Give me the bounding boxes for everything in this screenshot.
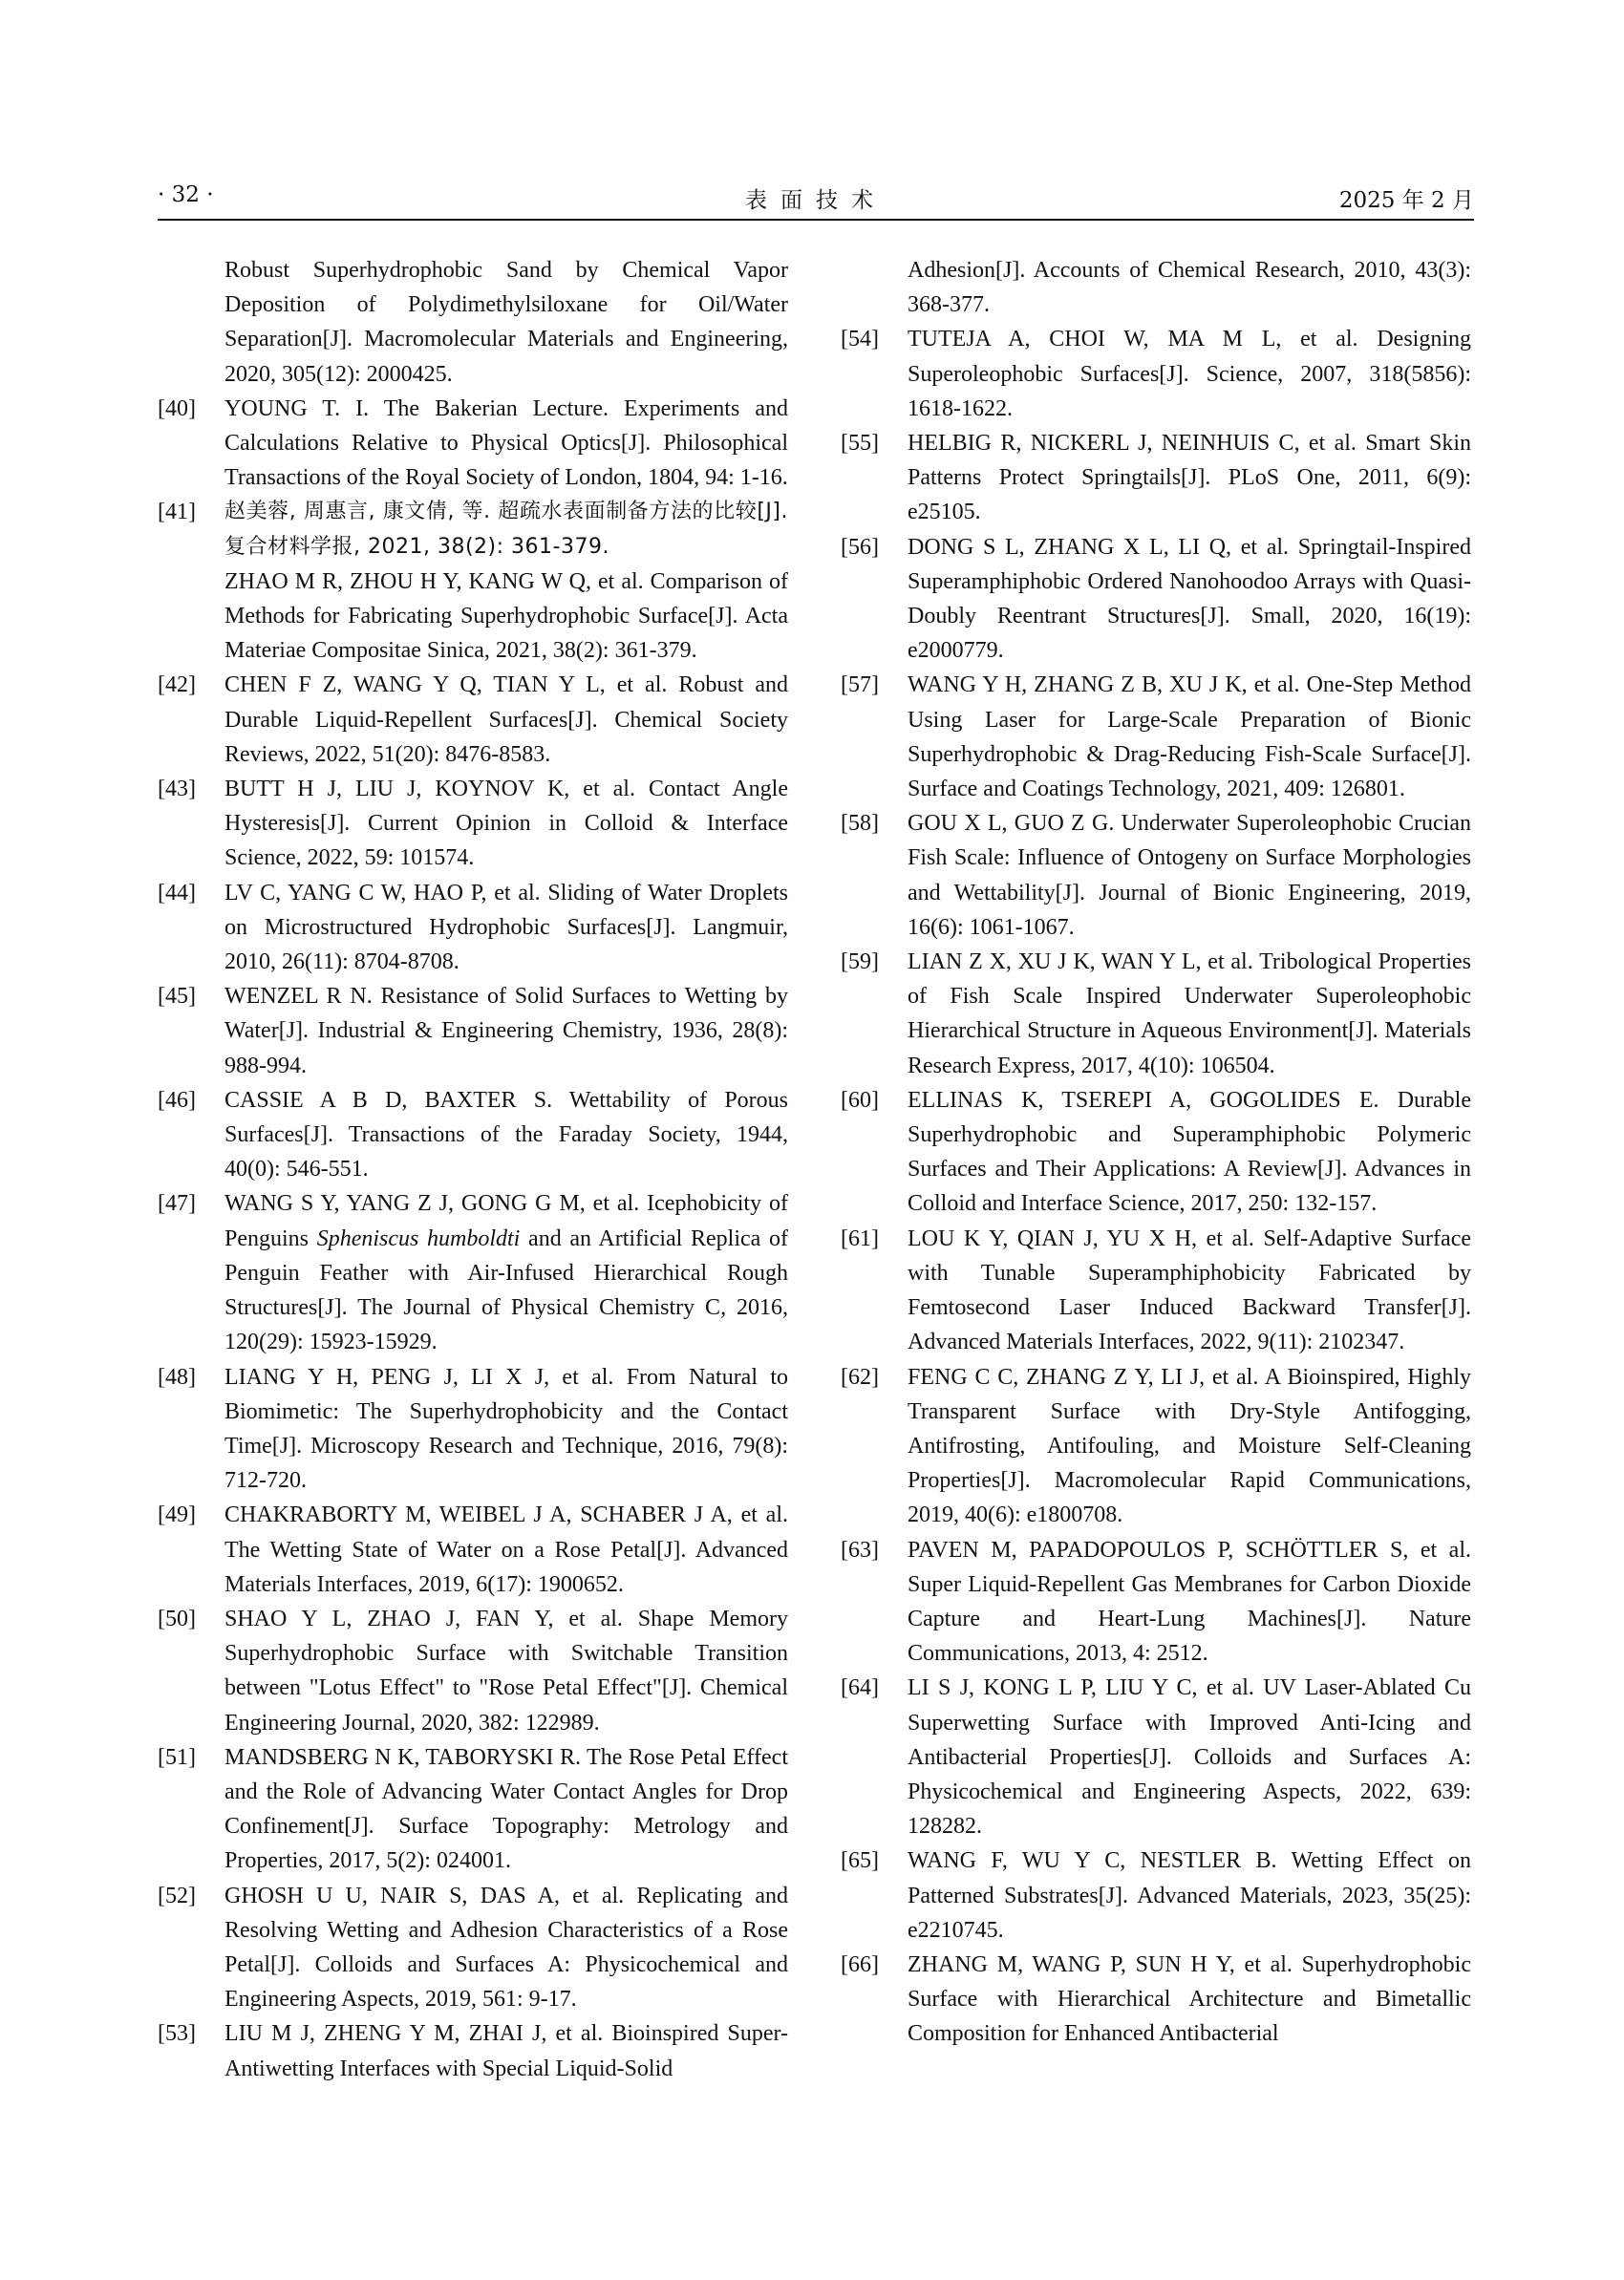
reference-number: [47] [158,1191,196,1217]
reference-item [841,1360,1471,1533]
reference-item [841,322,1471,426]
reference-item [158,1498,788,1602]
reference-number: [54] [841,327,879,352]
reference-number: [45] [158,984,196,1010]
reference-item [158,495,788,668]
reference-item [158,772,788,876]
reference-text: FENG C C, ZHANG Z Y, LI J, et al. A Bioinspired, Highly Transparent Surface with Dry-Style Antifogging, Antifrosting, Antifouling, and Moisture Self-Cleaning Properties[J]. Macromolecular Rapid Communications, 2019, 40(6): e1800708. [908,1364,1471,1528]
reference-text: ZHANG M, WANG P, SUN H Y, et al. Superhydrophobic Surface with Hierarchical Architecture and Bimetallic Composition for Enhanced Antibacterial [908,1951,1471,2047]
reference-number: [55] [841,431,879,457]
reference-number: [62] [841,1364,879,1390]
reference-item [841,530,1471,669]
reference-item [841,1222,1471,1360]
reference-number: [49] [158,1502,196,1528]
reference-number: [44] [158,880,196,906]
reference-text: SHAO Y L, ZHAO J, FAN Y, et al. Shape Memory Superhydrophobic Surface with Switchable Transition between "Lotus Effect" to "Rose Petal Effect"[J]. Chemical Engineering Journal, 2020, 382: 122989. [224,1606,788,1736]
reference-text: MANDSBERG N K, TABORYSKI R. The Rose Petal Effect and the Role of Advancing Water Contact Angles for Drop Confinement[J]. Surface Topography: Metrology and Properties, 2017, 5(2): 024001. [224,1744,788,1874]
reference-number: [63] [841,1537,879,1563]
reference-text: WANG Y H, ZHANG Z B, XU J K, et al. One-Step Method Using Laser for Large-Scale Preparation of Bionic Superhydrophobic & Drag-Reducing Fish-Scale Surface[J]. Surface and Coatings Technology, 2021, 409: 126801. [908,672,1471,802]
reference-item [841,668,1471,806]
right-column [841,253,1471,2052]
reference-text-english: ZHAO M R, ZHOU H Y, KANG W Q, et al. Comparison of Methods for Fabricating Superhydrophobic Surface[J]. Acta Materiae Compositae Sinica, 2021, 38(2): 361-379. [224,568,788,664]
reference-number: [58] [841,811,879,837]
journal-title: 表面技术 [745,188,887,213]
reference-text: LIU M J, ZHENG Y M, ZHAI J, et al. Bioinspired Super-Antiwetting Interfaces with Special Liquid-Solid [224,2021,788,2081]
species-name: Spheniscus humboldti [316,1225,521,1251]
reference-item [841,1671,1471,1843]
reference-number: [40] [158,395,196,421]
reference-number: [50] [158,1606,196,1631]
reference-text-chinese: 赵美蓉, 周惠言, 康文倩, 等. 超疏水表面制备方法的比较[J]. 复合材料学报, 2021, 38(2): 361-379. [224,500,788,559]
reference-item [841,806,1471,945]
reference-continuation: Adhesion[J]. Accounts of Chemical Research, 2010, 43(3): 368-377. [908,258,1471,318]
reference-item [841,1533,1471,1672]
reference-text: LI S J, KONG L P, LIU Y C, et al. UV Laser-Ablated Cu Superwetting Surface with Improved Anti-Icing and Antibacterial Properties[J]. Colloids and Surfaces A: Physicochemical and Engineering Aspects, 2022, 639: 128282. [908,1675,1471,1840]
reference-text-part: and an Artificial Replica of Penguin Feather with Air-Infused Hierarchical Rough Structures[J]. The Journal of Physical Chemistry C, 2016, 120(29): 15923-15929. [224,1225,788,1355]
reference-number: [65] [841,1848,879,1874]
reference-item [841,1083,1471,1222]
reference-text: GOU X L, GUO Z G. Underwater Superoleophobic Crucian Fish Scale: Influence of Ontogeny on Surface Morphologies and Wettability[J]. Journal of Bionic Engineering, 2019, 16(6): 1061-1067. [908,811,1471,940]
reference-number: [51] [158,1744,196,1770]
reference-continuation: Robust Superhydrophobic Sand by Chemical Vapor Deposition of Polydimethylsiloxane for Oil/Water Separation[J]. Macromolecular Materials and Engineering, 2020, 305(12): 2000425. [224,258,788,387]
reference-text: CHAKRABORTY M, WEIBEL J A, SCHABER J A, et al. The Wetting State of Water on a Rose Petal[J]. Advanced Materials Interfaces, 2019, 6(17): 1900652. [224,1502,788,1597]
reference-item [841,1843,1471,1948]
reference-item [158,1360,788,1499]
reference-item [158,2016,788,2085]
reference-text: TUTEJA A, CHOI W, MA M L, et al. Designing Superoleophobic Surfaces[J]. Science, 2007, 318(5856): 1618-1622. [908,327,1471,421]
issue-date: 2025 年 2 月 [1338,188,1474,213]
reference-text: HELBIG R, NICKERL J, NEINHUIS C, et al. Smart Skin Patterns Protect Springtails[J]. PLoS One, 2011, 6(9): e25105. [908,431,1471,525]
reference-text: GHOSH U U, NAIR S, DAS A, et al. Replicating and Resolving Wetting and Adhesion Characteristics of a Rose Petal[J]. Colloids and Surfaces A: Physicochemical and Engineering Aspects, 2019, 561: 9-17. [224,1883,788,2013]
reference-item [158,668,788,772]
reference-text-part: WANG S Y, YANG Z J, GONG G M, et al. Icephobicity of Penguins [224,1191,788,1251]
reference-number: [48] [158,1364,196,1390]
reference-text: CHEN F Z, WANG Y Q, TIAN Y L, et al. Robust and Durable Liquid-Repellent Surfaces[J]. Chemical Society Reviews, 2022, 51(20): 8476-8583. [224,672,788,767]
reference-number: [56] [841,534,879,560]
reference-number: [66] [841,1951,879,1977]
reference-text: LIAN Z X, XU J K, WAN Y L, et al. Tribological Properties of Fish Scale Inspired Underwater Superoleophobic Hierarchical Structure in Aqueous Environment[J]. Materials Research Express, 2017, 4(10): 106504. [908,949,1471,1078]
reference-number: [60] [841,1087,879,1113]
reference-text: LV C, YANG C W, HAO P, et al. Sliding of Water Droplets on Microstructured Hydrophobic Surfaces[J]. Langmuir, 2010, 26(11): 8704-8708. [224,880,788,975]
reference-item [158,1186,788,1359]
reference-text: WANG F, WU Y C, NESTLER B. Wetting Effect on Patterned Substrates[J]. Advanced Materials, 2023, 35(25): e2210745. [908,1848,1471,1943]
reference-text: WENZEL R N. Resistance of Solid Surfaces to Wetting by Water[J]. Industrial & Engineering Chemistry, 1936, 28(8): 988-994. [224,984,788,1078]
reference-text: BUTT H J, LIU J, KOYNOV K, et al. Contact Angle Hysteresis[J]. Current Opinion in Colloid & Interface Science, 2022, 59: 101574. [224,777,788,871]
reference-number: [52] [158,1883,196,1908]
reference-number: [41] [158,500,196,525]
reference-number: [46] [158,1087,196,1113]
reference-text: LIANG Y H, PENG J, LI X J, et al. From Natural to Biomimetic: The Superhydrophobicity and the Contact Time[J]. Microscopy Research and Technique, 2016, 79(8): 712-720. [224,1364,788,1494]
page-header [158,175,1474,221]
header-rule [158,219,1474,221]
reference-item [841,1948,1471,2052]
reference-item [158,1602,788,1740]
reference-text: DONG S L, ZHANG X L, LI Q, et al. Springtail-Inspired Superamphiphobic Ordered Nanohoodoo Arrays with Quasi-Doubly Reentrant Structures[J]. Small, 2020, 16(19): e2000779. [908,534,1471,664]
reference-item [158,979,788,1083]
reference-number: [59] [841,949,879,975]
reference-number: [57] [841,672,879,698]
reference-item [158,876,788,980]
reference-item [158,1740,788,1879]
reference-text: ELLINAS K, TSEREPI A, GOGOLIDES E. Durable Superhydrophobic and Superamphiphobic Polymeric Surfaces and Their Applications: A Review[J]. Advances in Colloid and Interface Science, 2017, 250: 132-157. [908,1087,1471,1217]
reference-item [841,426,1471,530]
reference-text: PAVEN M, PAPADOPOULOS P, SCHÖTTLER S, et al. Super Liquid-Repellent Gas Membranes for Carbon Dioxide Capture and Heart-Lung Machines[J]. Nature Communications, 2013, 4: 2512. [908,1537,1471,1667]
page-number: · 32 · [158,182,214,207]
reference-text: CASSIE A B D, BAXTER S. Wettability of Porous Surfaces[J]. Transactions of the Faraday Society, 1944, 40(0): 546-551. [224,1087,788,1183]
left-column [158,253,788,2086]
reference-item [158,392,788,496]
reference-item [158,1083,788,1187]
reference-item [158,1879,788,2017]
reference-item [841,945,1471,1083]
reference-number: [43] [158,777,196,802]
reference-number: [53] [158,2021,196,2047]
reference-number: [42] [158,672,196,698]
reference-text: YOUNG T. I. The Bakerian Lecture. Experiments and Calculations Relative to Physical Optics[J]. Philosophical Transactions of the Royal Society of London, 1804, 94: 1-16. [224,395,788,491]
reference-text [224,1186,788,1359]
reference-number: [64] [841,1675,879,1701]
reference-text: LOU K Y, QIAN J, YU X H, et al. Self-Adaptive Surface with Tunable Superamphiphobicity Fabricated by Femtosecond Laser Induced Backward Transfer[J]. Advanced Materials Interfaces, 2022, 9(11): 2102347. [908,1225,1471,1355]
reference-number: [61] [841,1225,879,1251]
